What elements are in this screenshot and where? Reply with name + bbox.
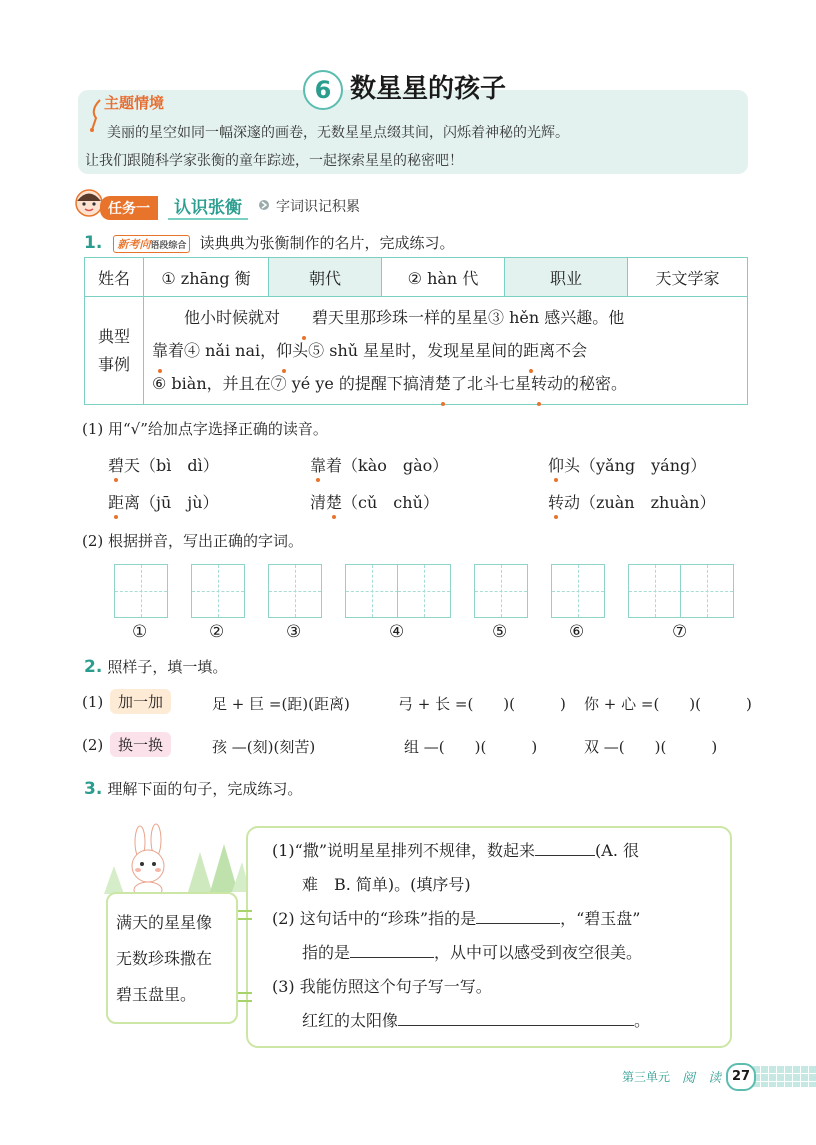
grid-label: ④ [389, 622, 405, 642]
name-label: 姓名 [85, 258, 144, 297]
q3-item2-text3: 指的是 [302, 943, 351, 962]
q1-text: 读典典为张衡制作的名片，完成练习。 [199, 234, 455, 252]
q2-text: 照样子，填一填。 [107, 658, 228, 676]
theme-text-line2: 让我们跟随科学家张衡的童年踪迹，一起探索星星的秘密吧！ [85, 153, 463, 169]
name-card-table [84, 257, 748, 405]
q1-sub2: (2) 根据拼音，写出正确的字词。 [82, 532, 304, 550]
q3-item2-cont [302, 940, 642, 963]
q1-header [84, 232, 455, 253]
answer-blank[interactable] [476, 923, 560, 924]
q2-row1-index: (1) [82, 693, 104, 711]
q2-row1-blank2[interactable]: 你 + 心 =( )( ) [584, 695, 752, 713]
connector-mark [238, 910, 252, 920]
q2-row2-blank1[interactable]: 组 —( )( ) [404, 738, 538, 756]
writing-grid-1[interactable] [114, 564, 168, 618]
task-subtitle: 字词识记积累 [276, 199, 360, 215]
q3-item1 [272, 838, 639, 861]
q3-item1-option-a: (A. 很 [595, 841, 640, 860]
new-trend-tag [113, 235, 190, 253]
pinyin-item[interactable]: 转动（zuàn zhuàn） [548, 490, 715, 513]
footer-unit: 第三单元 [622, 1070, 671, 1084]
writing-grid-2[interactable] [191, 564, 245, 618]
grid-label: ② [209, 622, 225, 642]
q3-item2-text4: ，从中可以感受到夜空很美。 [434, 943, 643, 962]
rabbit-and-trees-illustration [100, 822, 250, 898]
connector-mark [238, 992, 252, 1002]
lesson-title: 数星星的孩子 [350, 74, 507, 104]
q3-item3-cont [302, 1008, 650, 1031]
grid-label: ① [132, 622, 148, 642]
pinyin-item[interactable]: 距离（jū jù） [108, 490, 219, 513]
example-line3: ⑥ biàn，并且在⑦ yé ye 的提醒下搞清楚了北斗七星转动的秘密。 [152, 367, 739, 400]
writing-grid-3[interactable] [268, 564, 322, 618]
q3-header [84, 778, 302, 799]
q2-row2-example: 孩 —(刻)(刻苦) [212, 738, 316, 756]
q2-header [84, 656, 227, 677]
new-trend-tag-sub: 语段综合 [150, 241, 187, 251]
writing-grid-4b[interactable] [397, 564, 451, 618]
task-name: 认识张衡 [168, 193, 248, 220]
page-number: 27 [726, 1063, 756, 1091]
lesson-number-badge: 6 [303, 70, 343, 110]
q3-item2 [272, 906, 641, 929]
q3-item3-text: 红红的太阳像 [302, 1011, 399, 1030]
writing-grid-7b[interactable] [680, 564, 734, 618]
q3-item2-text2: ，“碧玉盘” [560, 909, 641, 928]
example-line1: 他小时候就对 碧天里那珍珠一样的星星③ hěn 感兴趣。他 [152, 301, 739, 334]
example-label: 典型 事例 [85, 297, 144, 405]
pen-stroke-icon [86, 96, 106, 136]
theme-label: 主题情境 [104, 94, 165, 112]
footer-section: 阅 读 [682, 1071, 722, 1086]
add-tag: 加一加 [110, 689, 171, 714]
q1-number: 1. [84, 233, 103, 253]
arrow-right-icon [258, 199, 272, 211]
writing-grid-7a[interactable] [628, 564, 682, 618]
grid-label: ⑥ [569, 622, 585, 642]
sentence-line3: 碧玉盘里。 [116, 985, 197, 1004]
pinyin-item[interactable]: 靠着（kào gào） [310, 453, 448, 476]
q2-row1-blank1[interactable]: 弓 + 长 =( )( ) [398, 695, 566, 713]
q3-number: 3. [84, 779, 103, 799]
q3-text: 理解下面的句子，完成练习。 [107, 780, 303, 798]
q3-item2-text: (2) 这句话中的“珍珠”指的是 [272, 909, 477, 928]
dynasty-label: 朝代 [269, 258, 382, 297]
q2-number: 2. [84, 657, 103, 677]
name-value: ① zhāng 衡 [144, 258, 269, 297]
task-badge: 任务一 [100, 196, 158, 220]
pinyin-item[interactable]: 清楚（cǔ chǔ） [310, 490, 439, 513]
grid-label: ⑤ [492, 622, 508, 642]
q3-item3-end: 。 [634, 1011, 651, 1030]
swap-tag: 换一换 [110, 732, 171, 757]
grid-label: ③ [286, 622, 302, 642]
dynasty-value: ② hàn 代 [382, 258, 505, 297]
sentence-line1: 满天的星星像 [116, 913, 213, 932]
q2-row1-example: 足 + 巨 =(距)(距离) [212, 695, 350, 713]
job-label: 职业 [505, 258, 628, 297]
new-trend-tag-text: 新考向 [117, 238, 151, 251]
writing-grid-5[interactable] [474, 564, 528, 618]
grid-label: ⑦ [672, 622, 688, 642]
job-value: 天文学家 [628, 258, 748, 297]
pinyin-item[interactable]: 仰头（yǎng yáng） [548, 453, 706, 476]
pinyin-item[interactable]: 碧天（bì dì） [108, 453, 219, 476]
writing-grid-4a[interactable] [345, 564, 399, 618]
q2-row2-index: (2) [82, 736, 104, 754]
footer-grid-decoration [752, 1065, 816, 1087]
q3-item1-text: (1)“撒”说明星星排列不规律，数起来 [272, 841, 536, 860]
answer-blank[interactable] [535, 855, 595, 856]
sentence-line2: 无数珍珠撒在 [116, 949, 213, 968]
example-text [144, 297, 748, 405]
writing-grid-6[interactable] [551, 564, 605, 618]
theme-text-line1: 美丽的星空如同一幅深邃的画卷，无数星星点缀其间，闪烁着神秘的光辉。 [107, 125, 569, 141]
answer-blank[interactable] [398, 1025, 634, 1026]
q3-item3: (3) 我能仿照这个句子写一写。 [272, 977, 492, 996]
example-line2: 靠着④ nǎi nai，仰头⑤ shǔ 星星时，发现星星间的距离不会 [152, 334, 739, 367]
q2-row2-blank2[interactable]: 双 —( )( ) [584, 738, 718, 756]
q3-item1-cont: 难 B. 简单)。(填序号) [302, 875, 471, 894]
answer-blank[interactable] [350, 957, 434, 958]
q1-sub1: (1) 用“√”给加点字选择正确的读音。 [82, 420, 328, 438]
